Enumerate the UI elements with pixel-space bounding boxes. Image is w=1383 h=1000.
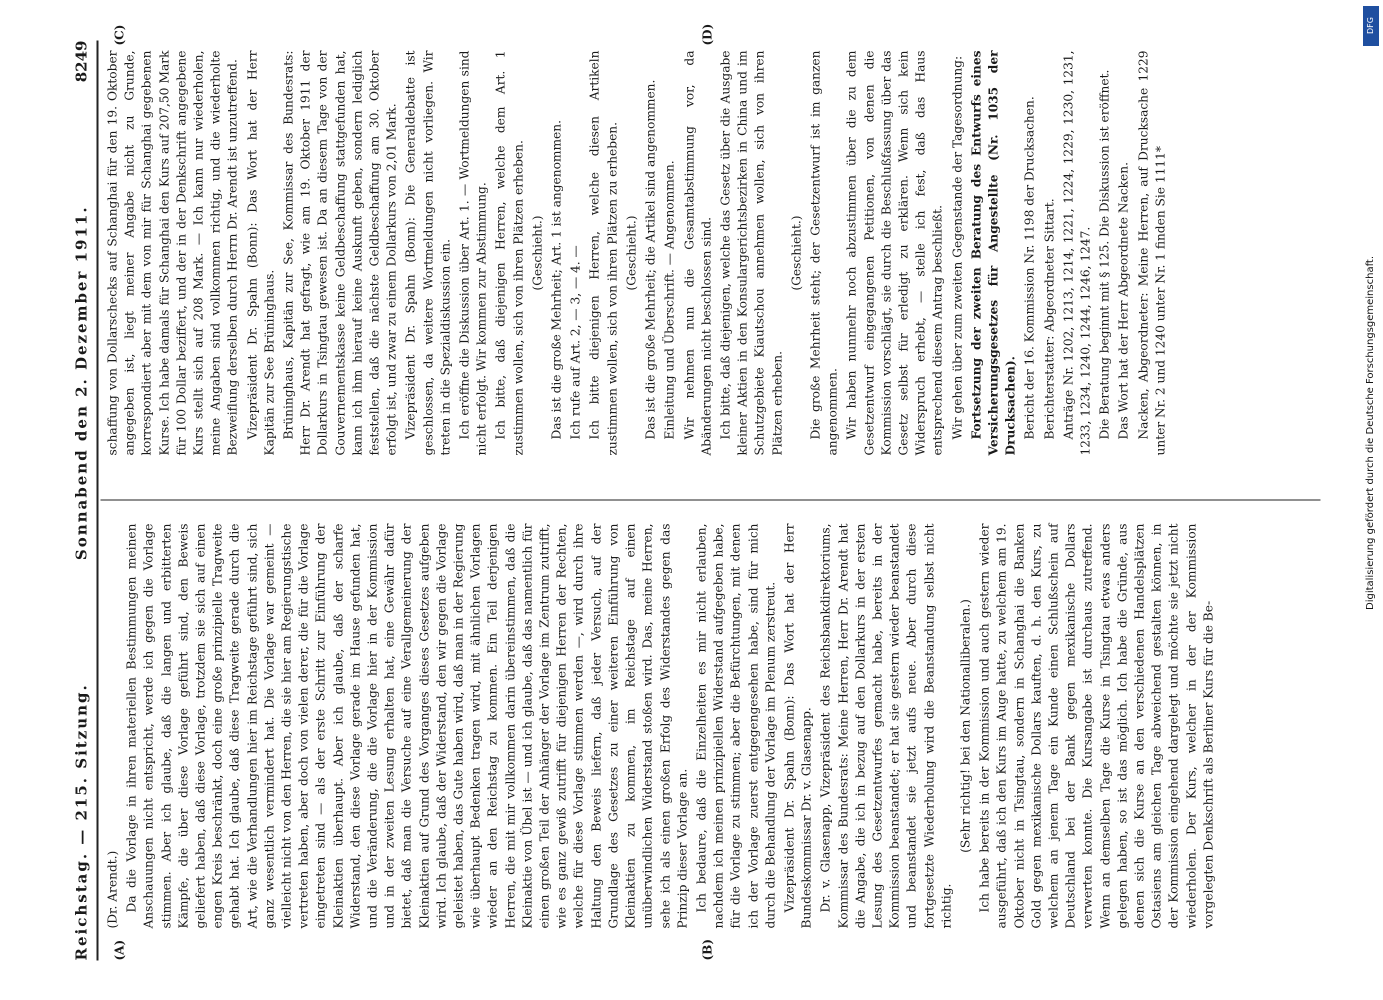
dfg-logo: DFG	[1363, 6, 1379, 46]
paragraph: Die große Mehrheit steht; der Gesetzentwurf ist im ganzen angenommen.	[807, 50, 840, 455]
speaker-reference: (Dr. Arendt.)	[105, 850, 119, 928]
paragraph: Brüninghaus, Kapitän zur See, Kommissar des Bundesrats: Herr Dr. Arendt hat gefragt, wie am 19. Oktober 1911 der Dollarkurs in Tsingtau gewesen ist. Da an diesem Tage von der Gouvernementskasse keine Geldbeschaffung stattgefunden hat, kann ich ihm hierauf keine Auskunft geben, sondern lediglich feststellen, daß die nächste Geldbeschaffung am 30. Oktober erfolgt ist, und zwar zu einem Dollarkurs von 2,01 Mark.	[281, 50, 399, 455]
column-divider	[100, 499, 1320, 500]
paragraph: Vizepräsident Dr. Spahn (Bonn): Die Generaldebatte ist geschlossen, da weitere Wortmeldungen nicht vorliegen. Wir treten in die Spezialdiskussion ein.	[403, 50, 452, 455]
margin-marker-b: (B)	[700, 938, 714, 960]
paragraph: Wir nehmen nun die Gesamtabstimmung vor, da Abänderungen nicht beschlossen sind.	[681, 50, 713, 455]
paragraph: schaffung von Dollarschecks auf Schanghai für den 19. Oktober angegeben ist, liegt meiner Angabe nicht zu Grunde, korrespondiert aber mit dem von mir für Schanghai gegebenen Kurse. Ich habe damals für Schanghai den Kurs auf 207,50 Mark für 100 Dollar beziffert, und der in der Denkschrift angegebene Kurs stellt sich auf 208 Mark. — Ich kann nur wiederholen, meine Angaben sind vollkommen richtig, und die wiederholte Bezweiflung derselben durch Herrn Dr. Arendt ist unzutreffend.	[105, 50, 240, 455]
header-rule	[96, 40, 98, 960]
paragraph: Wir haben nunmehr noch abzustimmen über die zu dem Gesetzentwurf eingegangenen Petitionen, von denen die Kommission vorschlägt, sie durch die Beschlußfassung über das Gesetz selbst für erledigt zu erklären. Wenn sich kein Widerspruch erhebt, — stelle ich fest, daß das Haus entsprechend diesem Antrag beschließt.	[844, 50, 945, 455]
paragraph: Ich habe bereits in der Kommission und auch gestern wieder ausgeführt, daß ich den Kurs im Auge hatte, zu welchem am 19. Oktober nicht in Tsingtau, sondern in Schanghai die Banken Gold gegen mexikanische Dollars kauften, d. h. den Kurs, zu welchem an jenem Tage ein Kunde einen Schlußschein auf Deutschland bei der Bank gegen mexikanische Dollars verwerten konnte. Die Kursangabe ist durchaus zutreffend. Wenn an demselben Tage die Kurse in Tsingtau etwas anders gelegen haben, so ist das möglich. Ich habe die Gründe, aus denen sich die Kurse an den verschiedenen Handelsplätzen Ostasiens am gleichen Tage abweichend gestalten können, in der Kommission eingehend dargelegt und möchte sie jetzt nicht wiederholen. Der Kurs, welcher in der der Kommission vorgelegten Denkschrift als Berliner Kurs für die Be-	[977, 523, 1215, 928]
paragraph: Das ist die große Mehrheit; Art. 1 ist angenommen.	[549, 119, 564, 439]
paragraph: Vizepräsident Dr. Spahn (Bonn): Das Wort hat der Herr Kapitän zur See Brüninghaus.	[244, 50, 276, 455]
paragraph: Ich rufe auf Art. 2, — 3, — 4. —	[568, 244, 583, 439]
interjection: (Geschieht.)	[529, 214, 544, 291]
paragraph: Wir gehen über zum zweiten Gegenstande der Tagesordnung:	[949, 55, 964, 439]
paragraph: Berichterstatter: Abgeordneter Sittart.	[1041, 197, 1056, 439]
right-column	[104, 50, 1171, 455]
paragraph: Vizepräsident Dr. Spahn (Bonn): Das Wort hat der Herr Bundeskommissar Dr. v. Glasenapp.	[781, 523, 814, 928]
paragraph: Das Wort hat der Herr Abgeordnete Nacken.	[1116, 161, 1131, 439]
paragraph: Anträge Nr. 1202, 1213, 1214, 1221, 1224, 1229, 1230, 1231, 1233, 1234, 1240, 1244, 1246, 1247.	[1060, 50, 1092, 455]
paragraph: Bericht der 16. Kommission Nr. 1198 der Drucksachen.	[1022, 95, 1037, 439]
paragraph: Die Beratung beginnt mit § 125. Die Diskussion ist eröffnet.	[1097, 69, 1112, 439]
left-column	[104, 523, 1219, 928]
digitization-credit: Digitalisierung gefördert durch die Deutsche Forschungsgemeinschaft.	[1365, 255, 1376, 610]
paragraph: Ich bitte, daß diejenigen, welche das Gesetz über die Ausgabe kleiner Aktien in den Konsulargerichtsbezirken in China und im Schutzgebiete Kiautschou annehmen wollen, sich von ihren Plätzen erheben.	[717, 50, 784, 455]
page-header	[70, 40, 92, 960]
paragraph: Ich bedaure, daß die Einzelheiten es mir nicht erlauben, nachdem ich meinen prinzipiellen Widerstand aufgegeben habe, für die Vorlage zu stimmen; aber die Befürchtungen, mit denen ich der Vorlage zuerst entgegengesehen habe, sind für mich durch die Behandlung der Vorlage im Plenum zerstreut.	[693, 523, 777, 928]
paragraph: Nacken, Abgeordneter: Meine Herren, auf Drucksache 1229 unter Nr. 2 und 1240 unter Nr. 1 finden Sie 1111*	[1135, 50, 1167, 455]
paragraph: Ich bitte, daß diejenigen Herren, welche dem Art. 1 zustimmen wollen, sich von ihren Plätzen erheben.	[493, 50, 525, 455]
paragraph: Das ist die große Mehrheit; die Artikel sind angenommen.	[643, 79, 658, 439]
margin-marker-a: (A)	[112, 939, 126, 960]
agenda-item: Fortsetzung der zweiten Beratung des Entwurfs eines Versicherungsgesetzes für Angestellte (Nr. 1035 der Drucksachen).	[968, 50, 1018, 455]
paragraph: Ich bitte diejenigen Herren, welche diesen Artikeln zustimmen wollen, sich von ihren Plätzen zu erheben.	[587, 50, 619, 455]
interjection: (Geschieht.)	[788, 214, 803, 291]
paragraph: Einleitung und Überschrift. — Angenommen.	[662, 159, 677, 439]
paragraph: Ich eröffne die Diskussion über Art. 1. — Wortmeldungen sind nicht erfolgt. Wir kommen zur Abstimmung.	[457, 50, 489, 455]
interjection: (Geschieht.)	[623, 214, 638, 291]
paragraph: Da die Vorlage in ihren materiellen Bestimmungen meinen Anschauungen nicht entspricht, werde ich gegen die Vorlage stimmen. Aber ich glaube, daß die langen und erbitterten Kämpfe, die über diese Vorlage geführt sind, den Beweis geliefert haben, daß diese Vorlage, trotzdem sie sich auf einen engen Kreis beschränkt, doch eine große prinzipielle Tragweite gehabt hat. Ich glaube, daß diese Tragweite gerade durch die Art, wie die Verhandlungen hier im Reichstage geführt sind, sich ganz wesentlich vermindert hat. Die Vorlage war gemeint — vielleicht nicht von den Herren, die sie hier am Regierungstische vertreten haben, aber doch von vielen derer, die für die Vorlage eingetreten sind — als der erste Schritt zur Einführung der Kleinaktien überhaupt. Aber ich glaube, daß der scharfe Widerstand, den diese Vorlage gerade im Hause gefunden hat, und die Veränderung, die die Vorlage hier in der Kommission und in der zweiten Lesung erhalten hat, eine Gewähr dafür bietet, daß man die Versuche auf eine Verallgemeinerung der Kleinaktien auf Grund des Vorganges dieses Gesetzes aufgeben wird. Ich glaube, daß der Widerstand, den wir gegen die Vorlage geleistet haben, das Gute haben wird, daß man in der Regierung wie überhaupt Bedenken tragen wird, mit ähnlichen Vorlagen wieder an den Reichstag zu kommen. Ein Teil derjenigen Herren, die mit mir vollkommen darin übereinstimmen, daß die Kleinaktie von Übel ist — und ich glaube, daß das namentlich für einen großen Teil der Anhänger der Vorlage im Zentrum zutrifft, wie es ganz gewiß zutrifft für diejenigen Herren der Rechten, welche für diese Vorlage stimmen werden —, wird durch ihre Haltung den Beweis liefern, daß jeder Versuch, auf der Grundlage des Gesetzes zu einer weiteren Einführung von Kleinaktien zu kommen, im Reichstage auf einen unüberwindlichen Widerstand stoßen wird. Das, meine Herren, sehe ich als einen großen Erfolg des Widerstandes gegen das Prinzip dieser Vorlage an.	[124, 523, 689, 928]
interjection: (Sehr richtig! bei den Nationalliberalen.)	[957, 598, 972, 853]
paragraph: Dr. v. Glasenapp, Vizepräsident des Reichsbankdirektoriums, Kommissar des Bundesrats: Meine Herren, Herr Dr. Arendt hat die Angabe, die ich in bezug auf den Dollarkurs in der ersten Lesung des Gesetzentwurfes gemacht habe, bereits in der Kommission beanstandet; er hat sie gestern wieder beanstandet und beanstandet sie jetzt aufs neue. Aber durch diese fortgesetzte Wiederholung wird die Beanstandung selbst nicht richtig.	[818, 523, 953, 928]
header-date: Sonnabend den 2. Dezember 1911.	[72, 204, 90, 560]
page-number: 8249	[72, 40, 90, 82]
header-left: Reichstag. — 215. Sitzung.	[72, 682, 90, 960]
margin-marker-c: (C)	[112, 24, 126, 45]
margin-marker-d: (D)	[700, 23, 714, 45]
